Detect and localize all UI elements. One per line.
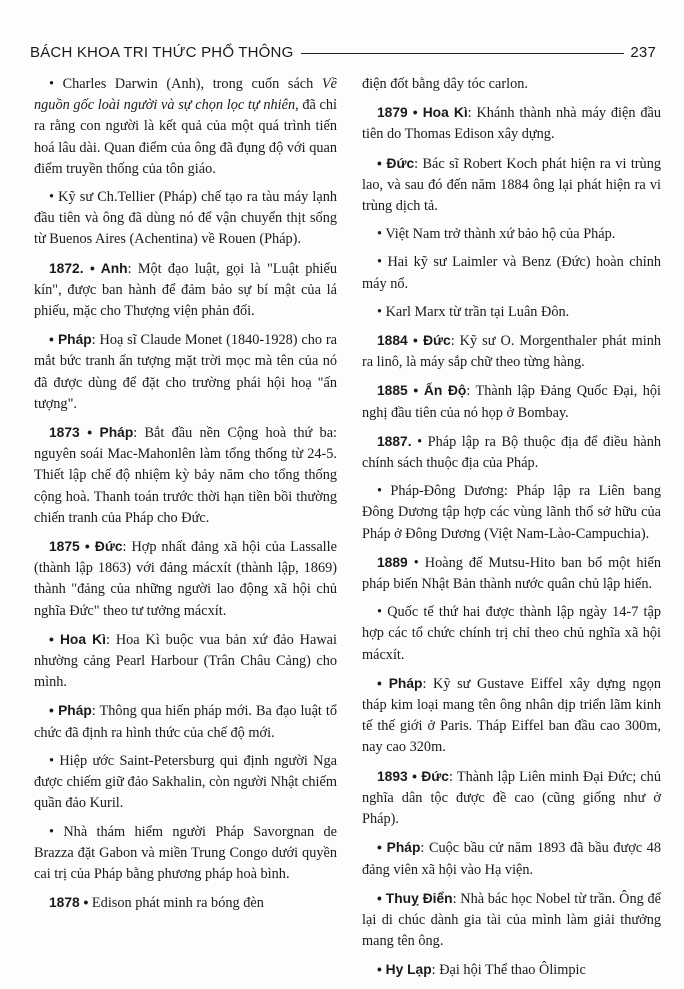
- entry-text: điện đốt bằng dây tóc carlon.: [362, 76, 528, 92]
- paragraph: [362, 102, 661, 145]
- paragraph: [362, 74, 661, 95]
- paragraph: [34, 892, 337, 914]
- entry-text: : Kỹ sư O. Morgenthaler phát minh ra linô, là máy sắp chữ theo từng hàng.: [362, 333, 661, 371]
- paragraph: [362, 837, 661, 880]
- page-number: 237: [630, 44, 656, 61]
- entry-text: : Đại hội Thể thao Ôlimpic: [431, 962, 586, 979]
- paragraph: [362, 330, 661, 373]
- entry-text: , đã chỉ ra rằng con người là kết quả của một quá trình tiến hoá lâu dài. Quan điểm của ông đã đụng độ với quan điểm truyền thống của tôn giáo.: [34, 97, 338, 177]
- paragraph: [362, 153, 661, 218]
- paragraph: [362, 602, 661, 666]
- entry-lead: 1873 • Pháp: [49, 425, 134, 441]
- paragraph: [362, 673, 661, 759]
- paragraph: [362, 552, 661, 595]
- entry-lead: • Thuỵ Điển: [377, 890, 453, 906]
- entry-text: Edison phát minh ra bóng đèn: [88, 895, 264, 912]
- entry-text: : Kỹ sư Gustave Eiffel xây dựng ngọn tháp kim loại mang tên ông nhân dịp triển lãm kinh tế thế giới ở Paris. Tháp Eiffel ban đầu cao 300m, nay cao 320m.: [362, 675, 661, 756]
- right-column: [362, 74, 661, 989]
- entry-text: : Nhà bác học Nobel từ trần. Ông để lại di chúc dành gia tài của mình làm giải thưởng mang tên ông.: [362, 890, 661, 950]
- paragraph: [362, 224, 661, 245]
- book-title-italic: Về nguồn gốc loài người và sự chọn lọc tự nhiên: [34, 76, 337, 114]
- entry-text: : Một đạo luật, gọi là "Luật phiếu kín", được ban hành để đảm bảo sự bí mật của lá phiếu, mặc cho Thượng viện phản đối.: [34, 260, 337, 320]
- entry-text: • Hiệp ước Saint-Petersburg qui định người Nga được chiếm giữ đảo Sakhalin, còn người Nhật chiếm quần đảo Kuril.: [34, 752, 337, 812]
- paragraph: [34, 822, 337, 886]
- entry-lead: • Hy Lạp: [377, 962, 432, 978]
- entry-lead: 1893 • Đức: [377, 768, 449, 784]
- entry-lead: • Pháp: [377, 675, 423, 691]
- paragraph: [362, 252, 661, 294]
- entry-text: : Thành lập Liên minh Đại Đức; chủ nghĩa dân tộc được đề cao (cũng giống như ở Pháp).: [362, 768, 661, 828]
- paragraph: [34, 258, 337, 323]
- entry-lead: • Hoa Kì: [49, 631, 106, 647]
- entry-text: : Thành lập Đảng Quốc Đại, hội nghị đầu tiên của nó họp ở Bombay.: [362, 383, 661, 421]
- paragraph: [34, 629, 337, 694]
- entry-text: : Hợp nhất đảng xã hội của Lassalle (thành lập 1863) với đảng mácxít (thành lập, 1869) thành "đảng của những người lao động xã hội chủ nghĩa Đức" theo tư tưởng mácxít.: [34, 539, 337, 619]
- entry-lead: 1884 • Đức: [377, 333, 451, 349]
- entry-lead: 1887.: [377, 433, 412, 449]
- entry-text: : Cuộc bầu cử năm 1893 đã bầu được 48 đảng viên xã hội vào Hạ viện.: [362, 840, 661, 878]
- entry-text: • Nhà thám hiểm người Pháp Savorgnan de Brazza đặt Gabon và miền Trung Congo dưới quyền cai trị của Pháp bằng phương pháp hoà bình.: [34, 823, 337, 882]
- paragraph: [34, 751, 337, 815]
- entry-text: : Hoa Kì buộc vua bản xứ đảo Hawai nhường cảng Pearl Harbour (Trân Châu Cảng) cho mình.: [34, 631, 337, 691]
- entry-text: • Charles Darwin (Anh), trong cuốn sách: [49, 76, 322, 92]
- entry-text: • Karl Marx từ trần tại Luân Đôn.: [377, 303, 570, 320]
- entry-lead: • Đức: [377, 155, 415, 171]
- entry-lead: • Pháp: [49, 332, 92, 348]
- entry-lead: 1885 • Ấn Độ: [377, 383, 467, 399]
- entry-text: • Pháp-Đông Dương: Pháp lập ra Liên bang Đông Dương tập hợp các vùng lãnh thổ sở hữu của Pháp ở Đông Dương (Việt Nam-Lào-Campuchia).: [362, 483, 661, 542]
- left-column: [34, 74, 337, 921]
- paragraph: [362, 888, 661, 953]
- paragraph: [34, 536, 337, 622]
- paragraph: [362, 380, 661, 423]
- entry-lead: 1872. • Anh: [49, 260, 128, 276]
- entry-lead: • Pháp: [377, 840, 421, 856]
- entry-text: : Khánh thành nhà máy điện đầu tiên do Thomas Edison xây dựng.: [362, 105, 661, 143]
- paragraph: [362, 959, 661, 981]
- paragraph: [34, 74, 337, 180]
- paragraph: [362, 766, 661, 831]
- entry-lead: • Pháp: [49, 703, 92, 719]
- entry-text: • Kỹ sư Ch.Tellier (Pháp) chế tạo ra tàu máy lạnh đầu tiên và ông đã dùng nó để vận chuyển thịt sống từ Buenos Aires (Achentina) về Rouen (Pháp).: [34, 189, 337, 248]
- paragraph: [34, 329, 337, 415]
- paragraph: [34, 422, 337, 529]
- header-rule: [301, 53, 624, 54]
- entry-text: : Bắt đầu nền Cộng hoà thứ ba: nguyên soái Mac-Mahonlên làm tổng thống từ 24-5. Thiết lập chế độ nhiệm kỳ bảy năm cho tổng thống cộng hoà. Thanh toán trước thời hạn tiền bồi thường chiến tranh của Pháp cho Đức.: [34, 425, 338, 526]
- entry-text: : Bác sĩ Robert Koch phát hiện ra vi trùng lao, và sau đó đến năm 1884 ông lại phát hiện ra vi trùng dịch tả.: [362, 155, 661, 215]
- book-title: BÁCH KHOA TRI THỨC PHỔ THÔNG: [30, 44, 294, 61]
- entry-lead: 1879 • Hoa Kì: [377, 105, 468, 121]
- entry-text: : Hoạ sĩ Claude Monet (1840-1928) cho ra mắt bức tranh ấn tượng mặt trời mọc mà tên của nó đã được dùng để đặt cho trường phái hội hoạ "ấn tượng".: [34, 332, 337, 412]
- entry-text: • Quốc tế thứ hai được thành lập ngày 14-7 tập hợp các tổ chức chính trị chỉ theo chủ nghĩa xã hội mácxít.: [362, 604, 661, 663]
- entry-text: • Hoàng đế Mutsu-Hito ban bố một hiến pháp biến Nhật Bản thành nước quân chủ lập hiến.: [362, 554, 661, 593]
- entry-text: • Pháp lập ra Bộ thuộc địa để điều hành chính sách thuộc địa của Pháp.: [362, 433, 661, 472]
- entry-text: : Thông qua hiến pháp mới. Ba đạo luật tổ chức đã định ra hình thức của chế độ mới.: [34, 703, 337, 741]
- entry-text: • Việt Nam trở thành xứ bảo hộ của Pháp.: [377, 226, 616, 243]
- entry-lead: 1878 •: [49, 895, 89, 911]
- paragraph: [34, 187, 337, 251]
- running-header: [30, 44, 656, 61]
- entry-text: • Hai kỹ sư Laimler và Benz (Đức) hoàn chỉnh máy nổ.: [362, 254, 661, 292]
- paragraph: [362, 481, 661, 545]
- paragraph: [362, 302, 661, 323]
- paragraph: [34, 700, 337, 743]
- entry-lead: 1875 • Đức: [49, 539, 123, 555]
- entry-lead: 1889: [377, 554, 408, 570]
- paragraph: [362, 431, 661, 474]
